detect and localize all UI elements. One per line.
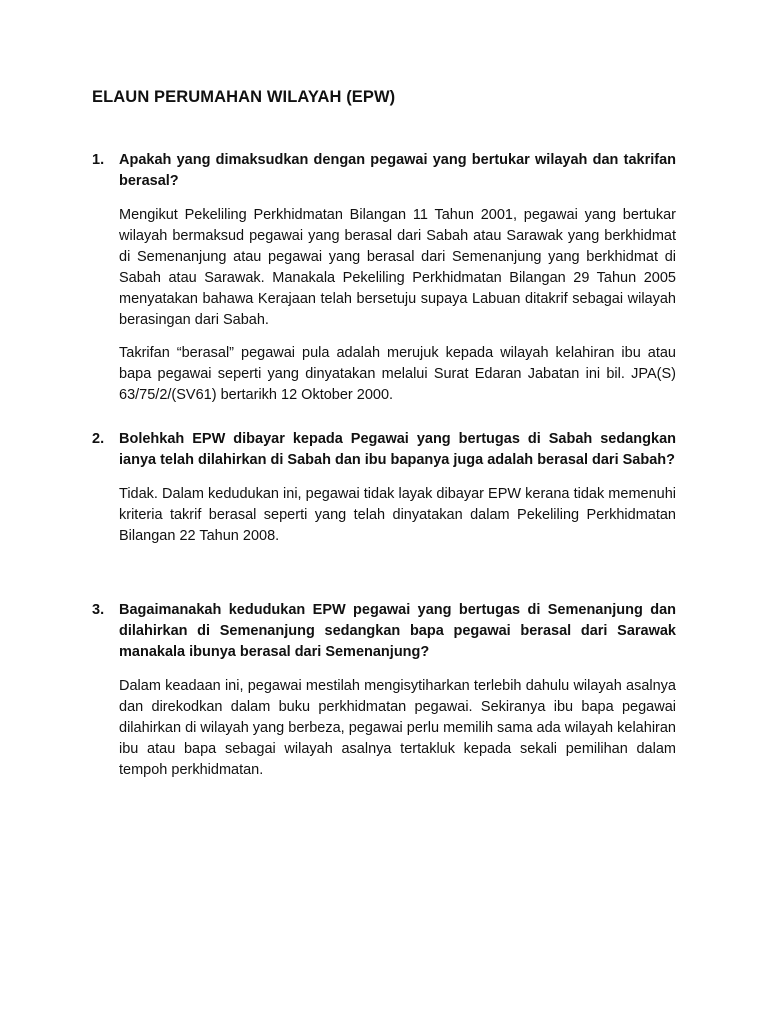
question-number: 2. bbox=[92, 431, 105, 447]
qa-item-2 bbox=[92, 429, 676, 547]
question-number: 3. bbox=[92, 602, 105, 618]
answer-paragraph: Mengikut Pekeliling Perkhidmatan Bilangan 11 Tahun 2001, pegawai yang bertukar wilayah bermaksud pegawai yang berasal dari Sabah atau Sarawak yang berkhidmat di Semenanjung atau pegawai yang berasal dari Semenanjung yang berkhidmat di Sabah atau Sarawak. Manakala Pekeliling Perkhidmatan Bilangan 29 Tahun 2005 menyatakan bahawa Kerajaan telah bersetuju supaya Labuan ditakrif sebagai wilayah berasingan dari Sabah. bbox=[119, 207, 676, 328]
question-text: Bolehkah EPW dibayar kepada Pegawai yang bertugas di Sabah sedangkan ianya telah dilahirkan di Sabah dan ibu bapanya juga adalah berasal dari Sabah? bbox=[119, 431, 676, 468]
qa-item-3 bbox=[92, 600, 676, 781]
answer-paragraph: Dalam keadaan ini, pegawai mestilah mengisytiharkan terlebih dahulu wilayah asalnya dan direkodkan dalam buku perkhidmatan pegawai. Sekiranya ibu bapa pegawai dilahirkan di wilayah yang berbeza, pegawai perlu memilih sama ada wilayah kelahiran ibu atau bapa sebagai wilayah asalnya tertakluk kepada sekali pemilihan dalam tempoh perkhidmatan. bbox=[119, 678, 676, 778]
question-2 bbox=[92, 429, 676, 471]
question-text: Apakah yang dimaksudkan dengan pegawai yang bertukar wilayah dan takrifan berasal? bbox=[119, 152, 676, 189]
question-1 bbox=[92, 150, 676, 192]
question-3 bbox=[92, 600, 676, 663]
document-title: ELAUN PERUMAHAN WILAYAH (EPW) bbox=[92, 88, 396, 106]
question-text: Bagaimanakah kedudukan EPW pegawai yang bertugas di Semenanjung dan dilahirkan di Semenanjung sedangkan bapa pegawai berasal dari Sarawak manakala ibunya berasal dari Semenanjung? bbox=[119, 602, 676, 660]
answer-paragraph: Tidak. Dalam kedudukan ini, pegawai tidak layak dibayar EPW kerana tidak memenuhi kriteria takrif berasal seperti yang telah dinyatakan dalam Pekeliling Perkhidmatan Bilangan 22 Tahun 2008. bbox=[119, 486, 676, 544]
question-number: 1. bbox=[92, 152, 105, 168]
qa-item-1 bbox=[92, 150, 676, 406]
answer-paragraph: Takrifan “berasal” pegawai pula adalah merujuk kepada wilayah kelahiran ibu atau bapa pegawai seperti yang dinyatakan melalui Surat Edaran Jabatan ini bil. JPA(S) 63/75/2/(SV61) bertarikh 12 Oktober 2000. bbox=[119, 345, 676, 403]
